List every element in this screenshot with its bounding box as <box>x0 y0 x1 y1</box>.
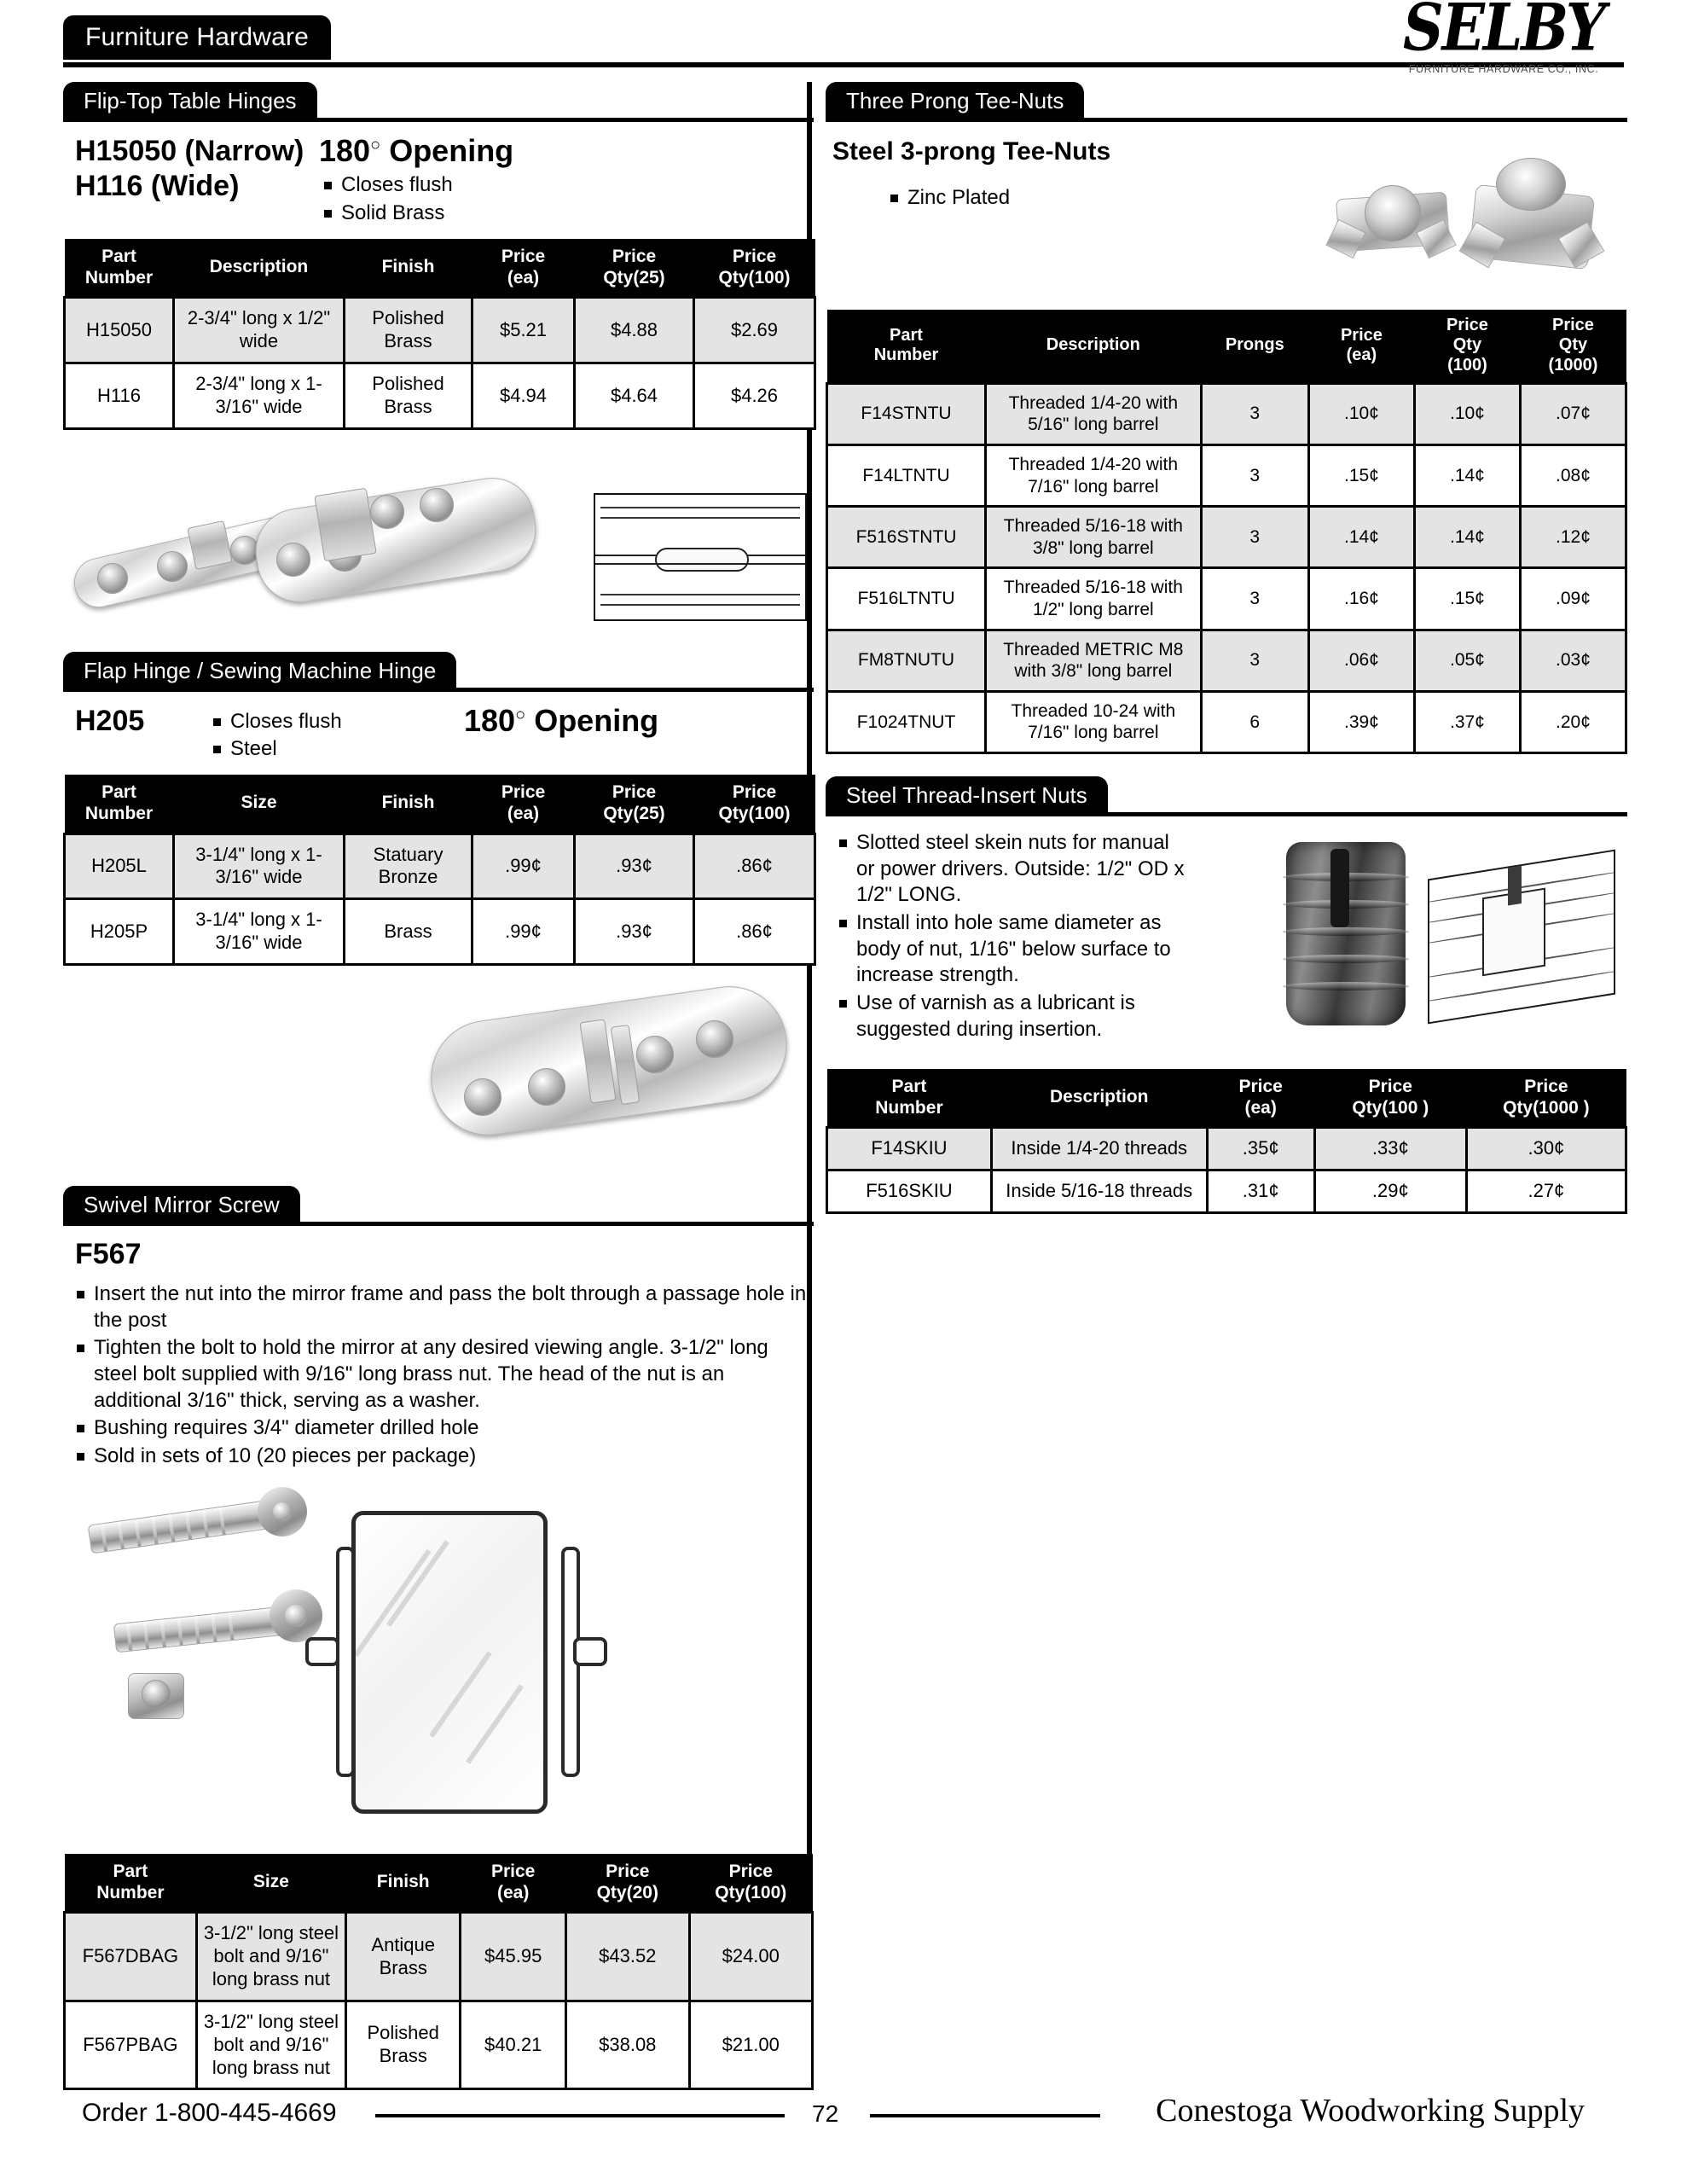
cell-description: 2-3/4" long x 1-3/16" wide <box>174 363 345 429</box>
th-price-qty1000: Price Qty(1000 ) <box>1466 1069 1626 1128</box>
cell-size: 3-1/4" long x 1-3/16" wide <box>174 899 345 965</box>
tee-nut-photo <box>1329 146 1610 291</box>
cell-part-number: F1024TNUT <box>827 691 986 752</box>
table-header-row <box>65 775 815 834</box>
degree-symbol-icon: ○ <box>370 135 381 154</box>
cell-price-qty100: .86¢ <box>694 834 815 899</box>
skein-nut-body <box>1286 842 1406 1025</box>
screw-hole-icon <box>97 563 128 594</box>
swivel-mirror-price-table <box>63 1854 814 2091</box>
th-price-qty25: Price Qty(25) <box>575 775 694 834</box>
cell-finish: Antique Brass <box>346 1913 461 2001</box>
tee-nuts-tab-row <box>826 82 1627 122</box>
cell-price-qty1000: .09¢ <box>1520 568 1626 630</box>
th-size: Size <box>174 775 345 834</box>
cell-price-ea: $5.21 <box>472 298 575 363</box>
cell-price-qty100: $24.00 <box>689 1913 813 2001</box>
mirror-glass <box>351 1511 548 1814</box>
table-header-row <box>827 310 1626 383</box>
list-item: Tighten the bolt to hold the mirror at any desired viewing angle. 3-1/2" long steel bolt supplied with 9/16" long brass nut. The head of the nut is an additional 3/16" thick, serving as a washer. <box>72 1335 814 1414</box>
th-description: Description <box>986 310 1202 383</box>
flip-top-part-line1: H15050 (Narrow) <box>75 134 304 167</box>
screw-hole-icon <box>276 543 310 577</box>
cell-price-ea: .15¢ <box>1308 444 1414 506</box>
th-price-qty20: Price Qty(20) <box>566 1854 689 1913</box>
cell-price-qty25: $4.64 <box>575 363 694 429</box>
cell-price-qty100: $21.00 <box>689 2001 813 2088</box>
table-row <box>827 1170 1626 1213</box>
th-price-qty100: Price Qty(100) <box>694 775 815 834</box>
table-header-row <box>827 1069 1626 1128</box>
table-row <box>65 298 815 363</box>
cell-description: Inside 5/16-18 threads <box>991 1170 1207 1213</box>
tee-nuts-tab-label: Three Prong Tee-Nuts <box>826 82 1084 122</box>
cell-part-number: F14SKIU <box>827 1128 992 1170</box>
flip-top-part-line2: H116 (Wide) <box>75 170 240 203</box>
table-row <box>827 507 1626 568</box>
list-item: Insert the nut into the mirror frame and pass the bolt through a passage hole in the post <box>72 1281 814 1333</box>
cell-finish: Polished Brass <box>345 363 472 429</box>
cell-part-number: F516STNTU <box>827 507 986 568</box>
swivel-mirror-part-number: F567 <box>75 1237 142 1270</box>
cell-description: Threaded METRIC M8 with 3/8" long barrel <box>986 630 1202 691</box>
swivel-mirror-screw-photo <box>63 1478 814 1845</box>
cell-price-qty25: .93¢ <box>575 834 694 899</box>
cell-price-qty1000: .07¢ <box>1520 383 1626 444</box>
list-item: Sold in sets of 10 (20 pieces per package) <box>72 1443 814 1470</box>
swivel-pivot-left <box>305 1637 339 1666</box>
screw-hole-icon <box>420 488 454 522</box>
cell-price-ea: $40.21 <box>461 2001 566 2088</box>
page-footer <box>0 2088 1687 2148</box>
th-prongs: Prongs <box>1201 310 1308 383</box>
th-price-qty1000: Price Qty (1000) <box>1520 310 1626 383</box>
flap-hinge-features <box>208 704 464 764</box>
cell-part-number: F14LTNTU <box>827 444 986 506</box>
cell-price-qty1000: .30¢ <box>1466 1128 1626 1170</box>
flap-hinge-tab-row <box>63 652 814 692</box>
cell-price-qty100: $2.69 <box>694 298 815 363</box>
cell-price-qty20: $43.52 <box>566 1913 689 2001</box>
th-price-ea: Price (ea) <box>461 1854 566 1913</box>
cell-price-ea: $45.95 <box>461 1913 566 2001</box>
tee-nuts-intro <box>826 137 1627 299</box>
flap-hinge-photo <box>63 969 814 1199</box>
cell-prongs: 6 <box>1201 691 1308 752</box>
insert-nuts-tab-row <box>826 776 1627 816</box>
table-row <box>827 383 1626 444</box>
cell-price-ea: .35¢ <box>1207 1128 1314 1170</box>
insert-nuts-rule <box>1104 812 1627 816</box>
section-flap-hinge <box>63 652 814 1199</box>
flap-hinge-rule <box>453 688 814 692</box>
cell-price-qty100: .14¢ <box>1414 444 1520 506</box>
screw-hole-icon <box>157 551 188 582</box>
table-row <box>65 363 815 429</box>
flap-hinge-tab-label: Flap Hinge / Sewing Machine Hinge <box>63 652 456 692</box>
cell-prongs: 3 <box>1201 630 1308 691</box>
cell-price-ea: .06¢ <box>1308 630 1414 691</box>
cell-part-number: F516LTNTU <box>827 568 986 630</box>
flap-hinge-part-number: H205 <box>75 704 145 737</box>
cell-description: Threaded 10-24 with 7/16" long barrel <box>986 691 1202 752</box>
section-flip-top-table-hinges <box>63 82 814 638</box>
right-column <box>826 82 1627 1217</box>
table-row <box>65 899 815 965</box>
bolt-shaft <box>113 1606 286 1653</box>
table-row <box>827 444 1626 506</box>
cell-part-number: H205P <box>65 899 174 965</box>
cell-size: 3-1/4" long x 1-3/16" wide <box>174 834 345 899</box>
cell-price-qty1000: .20¢ <box>1520 691 1626 752</box>
flap-hinge-headline <box>63 704 814 764</box>
cell-description: Threaded 1/4-20 with 5/16" long barrel <box>986 383 1202 444</box>
th-price-qty100: Price Qty(100) <box>694 239 815 298</box>
footer-rule-right <box>870 2114 1100 2117</box>
list-item: Bushing requires 3/4" diameter drilled hole <box>72 1415 814 1442</box>
insert-nuts-tab-label: Steel Thread-Insert Nuts <box>826 776 1108 816</box>
section-steel-thread-insert-nuts <box>826 776 1627 1214</box>
bolt-shaft <box>88 1500 270 1554</box>
insert-nut-photo <box>1278 830 1619 1043</box>
table-row <box>65 834 815 899</box>
table-row <box>65 2001 813 2088</box>
flap-hinge-feature-list <box>208 709 464 763</box>
driver-shaft-icon <box>1508 849 1522 905</box>
cell-price-qty100: .14¢ <box>1414 507 1520 568</box>
table-header-row <box>65 1854 813 1913</box>
cell-price-qty25: $4.88 <box>575 298 694 363</box>
cell-price-ea: .99¢ <box>472 834 575 899</box>
section-three-prong-tee-nuts <box>826 82 1627 754</box>
cell-price-ea: .99¢ <box>472 899 575 965</box>
cell-part-number: F567DBAG <box>65 1913 197 2001</box>
flap-hinge-price-table <box>63 775 816 966</box>
tee-nut-barrel-right <box>1496 158 1566 211</box>
cell-price-qty1000: .08¢ <box>1520 444 1626 506</box>
flip-top-headline <box>63 134 814 229</box>
table-row <box>827 1128 1626 1170</box>
list-item: Zinc Plated <box>885 185 1627 212</box>
flap-hinge-opening-angle <box>464 704 814 738</box>
footer-rule-left <box>375 2114 785 2117</box>
insert-nuts-price-table <box>826 1069 1627 1214</box>
skein-slot <box>1330 849 1349 927</box>
list-item: Slotted steel skein nuts for manual or power drivers. Outside: 1/2" OD x 1/2" LONG. <box>834 830 1192 909</box>
cell-finish: Statuary Bronze <box>345 834 472 899</box>
cell-finish: Polished Brass <box>346 2001 461 2088</box>
insert-nuts-bullet-list <box>826 830 1192 1043</box>
cell-price-qty100: .33¢ <box>1314 1128 1466 1170</box>
cell-part-number: H116 <box>65 363 174 429</box>
flap-hinge-opening <box>464 704 814 738</box>
cell-price-ea: .16¢ <box>1308 568 1414 630</box>
th-finish: Finish <box>345 239 472 298</box>
swivel-mirror-tab-row <box>63 1186 814 1226</box>
cell-price-qty100: $4.26 <box>694 363 815 429</box>
mirror-assembly-diagram <box>336 1492 566 1833</box>
cell-price-qty100: .37¢ <box>1414 691 1520 752</box>
cell-price-ea: .39¢ <box>1308 691 1414 752</box>
list-item: Steel <box>208 736 464 763</box>
flip-top-hinge-photo <box>63 442 814 638</box>
list-item: Install into hole same diameter as body of nut, 1/16" below surface to increase strength. <box>834 910 1192 989</box>
tee-nut-barrel-left <box>1365 185 1421 241</box>
insert-nuts-intro <box>826 830 1627 1059</box>
category-tab: Furniture Hardware <box>63 15 331 60</box>
flip-top-tab-row <box>63 82 814 122</box>
cell-price-qty100: .15¢ <box>1414 568 1520 630</box>
cell-price-qty100: .86¢ <box>694 899 815 965</box>
th-price-qty100: Price Qty (100) <box>1414 310 1520 383</box>
swivel-mirror-rule <box>297 1222 814 1226</box>
cell-size: 3-1/2" long steel bolt and 9/16" long brass nut <box>196 2001 345 2088</box>
cell-part-number: F14STNTU <box>827 383 986 444</box>
cell-finish: Polished Brass <box>345 298 472 363</box>
th-description: Description <box>174 239 345 298</box>
th-part-number: Part Number <box>65 1854 197 1913</box>
th-price-ea: Price (ea) <box>1207 1069 1314 1128</box>
flap-hinge-opening-degrees: 180 <box>464 702 516 738</box>
wood-installation-diagram <box>1428 849 1615 1024</box>
list-item: Use of varnish as a lubricant is suggested during insertion. <box>834 990 1192 1043</box>
cell-price-qty1000: .12¢ <box>1520 507 1626 568</box>
cell-prongs: 3 <box>1201 383 1308 444</box>
th-price-ea: Price (ea) <box>472 239 575 298</box>
cell-price-qty1000: .03¢ <box>1520 630 1626 691</box>
hinge-leaf-right <box>249 472 542 608</box>
wood-mortise-diagram <box>594 493 807 621</box>
cell-prongs: 3 <box>1201 568 1308 630</box>
flip-top-rule <box>314 118 814 122</box>
cell-part-number: F567PBAG <box>65 2001 197 2088</box>
th-price-ea: Price (ea) <box>1308 310 1414 383</box>
tee-nuts-rule <box>1081 118 1627 122</box>
table-header-row <box>65 239 815 298</box>
degree-symbol-icon: ○ <box>515 705 526 724</box>
flap-hinge-opening-word: Opening <box>534 702 659 738</box>
swivel-mirror-tab-label: Swivel Mirror Screw <box>63 1186 300 1226</box>
flip-top-feature-list <box>319 172 814 226</box>
company-name: Conestoga Woodworking Supply <box>1156 2093 1585 2129</box>
list-item: Closes flush <box>319 172 814 199</box>
cell-prongs: 3 <box>1201 444 1308 506</box>
flip-top-opening-word: Opening <box>389 132 514 168</box>
flip-top-part-numbers <box>63 134 319 205</box>
screw-hole-icon <box>636 1036 674 1073</box>
cell-price-qty100: .29¢ <box>1314 1170 1466 1213</box>
cell-price-qty25: .93¢ <box>575 899 694 965</box>
screw-hole-icon <box>370 495 404 529</box>
cell-part-number: H15050 <box>65 298 174 363</box>
cell-description: Threaded 5/16-18 with 3/8" long barrel <box>986 507 1202 568</box>
cell-part-number: H205L <box>65 834 174 899</box>
tee-nuts-heading: Steel 3-prong Tee-Nuts <box>832 136 1111 166</box>
cell-price-ea: .14¢ <box>1308 507 1414 568</box>
order-phone: Order 1-800-445-4669 <box>82 2099 337 2127</box>
brand-name: SELBY <box>1402 0 1605 66</box>
th-part-number: Part Number <box>65 239 174 298</box>
cell-price-qty100: .05¢ <box>1414 630 1520 691</box>
flip-top-opening-degrees: 180 <box>319 132 371 168</box>
swivel-mirror-bullet-list <box>63 1281 814 1470</box>
table-row <box>65 1913 813 2001</box>
th-part-number: Part Number <box>827 310 986 383</box>
th-price-qty100: Price Qty(100) <box>689 1854 813 1913</box>
th-part-number: Part Number <box>65 775 174 834</box>
eye-loop-icon <box>270 1589 322 1642</box>
hinge-knuckle <box>314 487 376 561</box>
flip-top-opening-angle <box>319 134 814 168</box>
page-number: 72 <box>812 2100 839 2127</box>
screw-hole-icon <box>528 1068 565 1106</box>
flip-top-price-table <box>63 239 816 430</box>
table-row <box>827 630 1626 691</box>
flip-top-specs <box>319 134 814 229</box>
cell-price-qty20: $38.08 <box>566 2001 689 2088</box>
list-item: Solid Brass <box>319 200 814 227</box>
swivel-pivot-right <box>573 1637 607 1666</box>
cell-price-ea: .10¢ <box>1308 383 1414 444</box>
table-row <box>827 568 1626 630</box>
brand-subtitle: FURNITURE HARDWARE CO., INC. <box>1408 63 1599 75</box>
th-price-ea: Price (ea) <box>472 775 575 834</box>
cell-price-ea: $4.94 <box>472 363 575 429</box>
th-part-number: Part Number <box>827 1069 992 1128</box>
th-price-qty100: Price Qty(100 ) <box>1314 1069 1466 1128</box>
cell-description: Threaded 5/16-18 with 1/2" long barrel <box>986 568 1202 630</box>
list-item: Closes flush <box>208 709 464 735</box>
cell-size: 3-1/2" long steel bolt and 9/16" long brass nut <box>196 1913 345 2001</box>
cell-price-qty1000: .27¢ <box>1466 1170 1626 1213</box>
cell-price-ea: .31¢ <box>1207 1170 1314 1213</box>
th-finish: Finish <box>346 1854 461 1913</box>
cell-description: Threaded 1/4-20 with 7/16" long barrel <box>986 444 1202 506</box>
cell-part-number: F516SKIU <box>827 1170 992 1213</box>
screw-hole-icon <box>696 1020 733 1058</box>
nut-bore-icon <box>142 1680 171 1709</box>
tee-nuts-price-table <box>826 310 1627 754</box>
cell-part-number: FM8TNUTU <box>827 630 986 691</box>
th-finish: Finish <box>345 775 472 834</box>
eye-loop-icon <box>258 1487 307 1536</box>
page-header <box>0 0 1687 78</box>
left-column <box>63 82 814 2094</box>
screw-hole-icon <box>464 1078 501 1116</box>
section-swivel-mirror-screw <box>63 1186 814 2090</box>
brand-logo <box>1388 2 1619 75</box>
cell-finish: Brass <box>345 899 472 965</box>
cell-description: 2-3/4" long x 1/2" wide <box>174 298 345 363</box>
table-row <box>827 691 1626 752</box>
cell-description: Inside 1/4-20 threads <box>991 1128 1207 1170</box>
th-price-qty25: Price Qty(25) <box>575 239 694 298</box>
cell-price-qty100: .10¢ <box>1414 383 1520 444</box>
th-size: Size <box>196 1854 345 1913</box>
th-description: Description <box>991 1069 1207 1128</box>
flip-top-tab-label: Flip-Top Table Hinges <box>63 82 317 122</box>
cell-prongs: 3 <box>1201 507 1308 568</box>
